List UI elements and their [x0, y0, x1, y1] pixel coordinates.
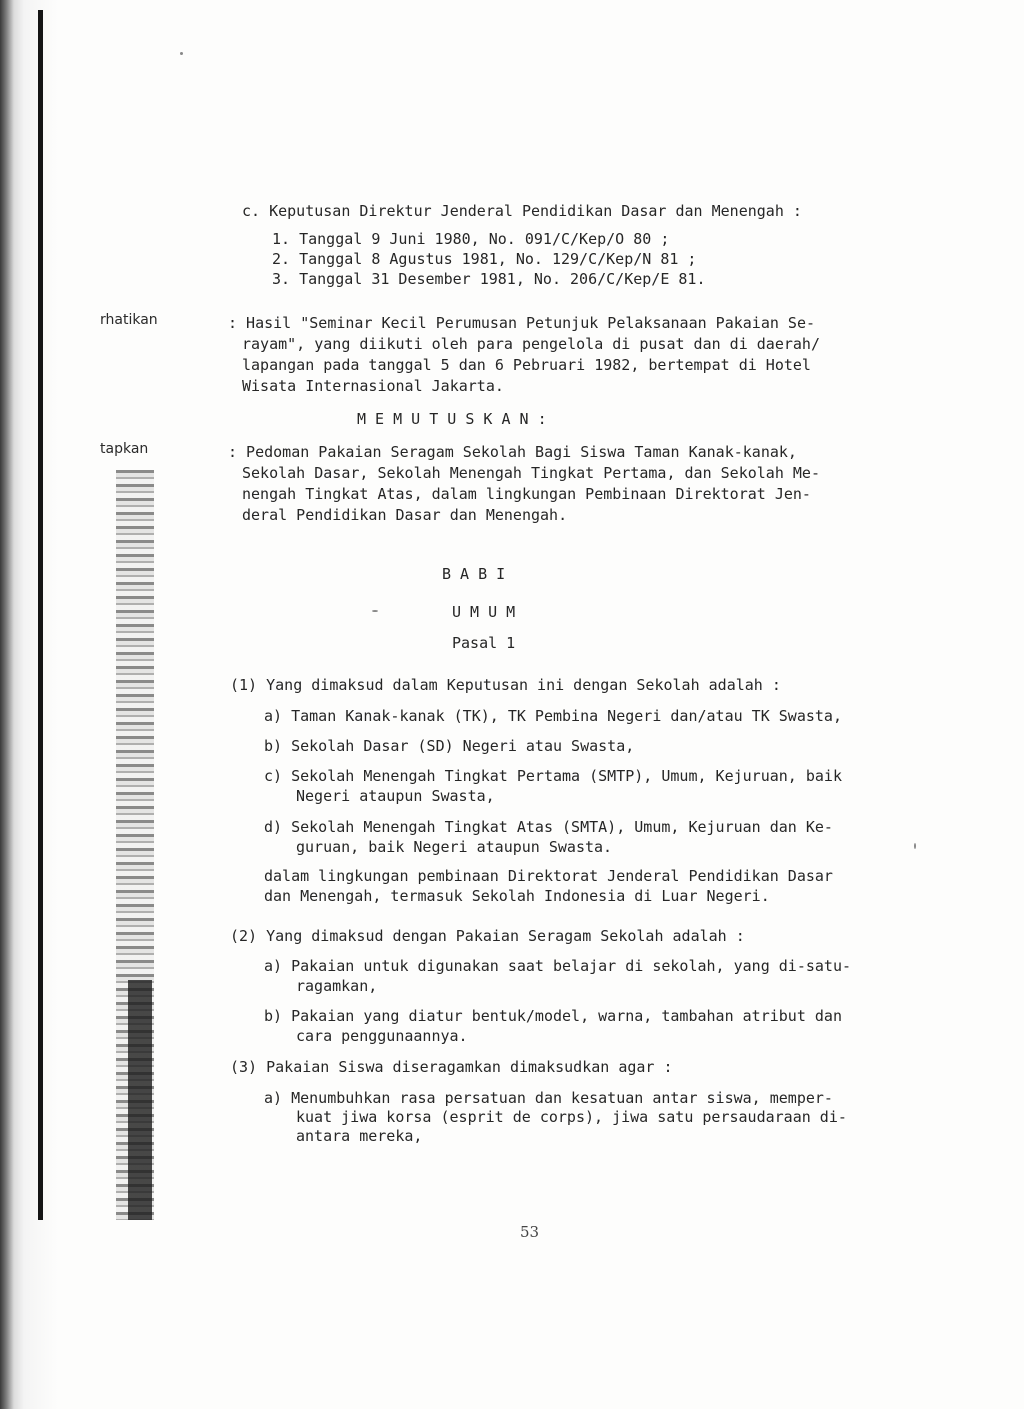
pasal1-ayat2-a-line2: ragamkan, — [296, 977, 378, 995]
pasal1-ayat1-tail-line1: dalam lingkungan pembinaan Direktorat Jenderal Pendidikan Dasar — [264, 867, 833, 885]
binding-line — [38, 10, 43, 1220]
pasal1-ayat1-a: a) Taman Kanak-kanak (TK), TK Pembina Negeri dan/atau TK Swasta, — [264, 707, 842, 725]
consideration-item-1: 1. Tanggal 9 Juni 1980, No. 091/C/Kep/O 80 ; — [272, 230, 670, 248]
binding-shadow — [0, 0, 58, 1409]
consideration-item-2: 2. Tanggal 8 Agustus 1981, No. 129/C/Kep/N 81 ; — [272, 250, 697, 268]
menetapkan-line-1: : Pedoman Pakaian Seragam Sekolah Bagi Siswa Taman Kanak-kanak, — [228, 443, 797, 461]
memperhatikan-line-2: rayam", yang diikuti oleh para pengelola di pusat dan di daerah/ — [242, 335, 820, 353]
memperhatikan-line-4: Wisata Internasional Jakarta. — [242, 377, 504, 395]
pasal1-ayat2-b-line1: b) Pakaian yang diatur bentuk/model, warna, tambahan atribut dan — [264, 1007, 842, 1025]
pasal1-ayat1-intro: (1) Yang dimaksud dalam Keputusan ini dengan Sekolah adalah : — [230, 676, 781, 694]
page-number: 53 — [520, 1223, 540, 1241]
memperhatikan-line-3: lapangan pada tanggal 5 dan 6 Pebruari 1982, bertempat di Hotel — [242, 356, 811, 374]
spine-dark-strip — [128, 980, 152, 1220]
pasal1-ayat1-c-line2: Negeri ataupun Swasta, — [296, 787, 495, 805]
scan-speck — [914, 843, 916, 849]
margin-label-menetapkan: tapkan — [100, 441, 149, 457]
pasal1-ayat1-tail-line2: dan Menengah, termasuk Sekolah Indonesia di Luar Negeri. — [264, 887, 770, 905]
pasal1-ayat3-intro: (3) Pakaian Siswa diseragamkan dimaksudkan agar : — [230, 1058, 673, 1076]
chapter-bab: B A B I — [442, 565, 506, 583]
pasal1-ayat2-intro: (2) Yang dimaksud dengan Pakaian Seragam Sekolah adalah : — [230, 927, 745, 945]
pasal1-ayat3-a-line3: antara mereka, — [296, 1127, 423, 1145]
pasal1-ayat1-b: b) Sekolah Dasar (SD) Negeri atau Swasta, — [264, 737, 635, 755]
consideration-c-title: c. Keputusan Direktur Jenderal Pendidikan Dasar dan Menengah : — [242, 202, 802, 220]
pasal-heading: Pasal 1 — [452, 634, 516, 652]
pasal1-ayat2-b-line2: cara penggunaannya. — [296, 1027, 468, 1045]
chapter-title: U M U M — [452, 603, 516, 621]
pasal1-ayat2-a-line1: a) Pakaian untuk digunakan saat belajar di sekolah, yang di-satu- — [264, 957, 851, 975]
memutuskan-heading: M E M U T U S K A N : — [357, 410, 547, 428]
pasal1-ayat1-d-line1: d) Sekolah Menengah Tingkat Atas (SMTA), Umum, Kejuruan dan Ke- — [264, 818, 833, 836]
consideration-item-3: 3. Tanggal 31 Desember 1981, No. 206/C/Kep/E 81. — [272, 270, 706, 288]
pasal1-ayat3-a-line1: a) Menumbuhkan rasa persatuan dan kesatuan antar siswa, memper- — [264, 1089, 833, 1107]
pasal1-ayat1-d-line2: guruan, baik Negeri ataupun Swasta. — [296, 838, 613, 856]
menetapkan-line-4: deral Pendidikan Dasar dan Menengah. — [242, 506, 568, 524]
pasal1-ayat3-a-line2: kuat jiwa korsa (esprit de corps), jiwa satu persaudaraan di- — [296, 1108, 847, 1126]
menetapkan-line-3: nengah Tingkat Atas, dalam lingkungan Pembinaan Direktorat Jen- — [242, 485, 811, 503]
menetapkan-line-2: Sekolah Dasar, Sekolah Menengah Tingkat Pertama, dan Sekolah Me- — [242, 464, 820, 482]
scan-speck — [180, 52, 183, 55]
scan-speck — [372, 610, 378, 612]
pasal1-ayat1-c-line1: c) Sekolah Menengah Tingkat Pertama (SMTP), Umum, Kejuruan, baik — [264, 767, 842, 785]
margin-label-memperhatikan: rhatikan — [100, 312, 158, 328]
memperhatikan-line-1: : Hasil "Seminar Kecil Perumusan Petunjuk Pelaksanaan Pakaian Se- — [228, 314, 815, 332]
